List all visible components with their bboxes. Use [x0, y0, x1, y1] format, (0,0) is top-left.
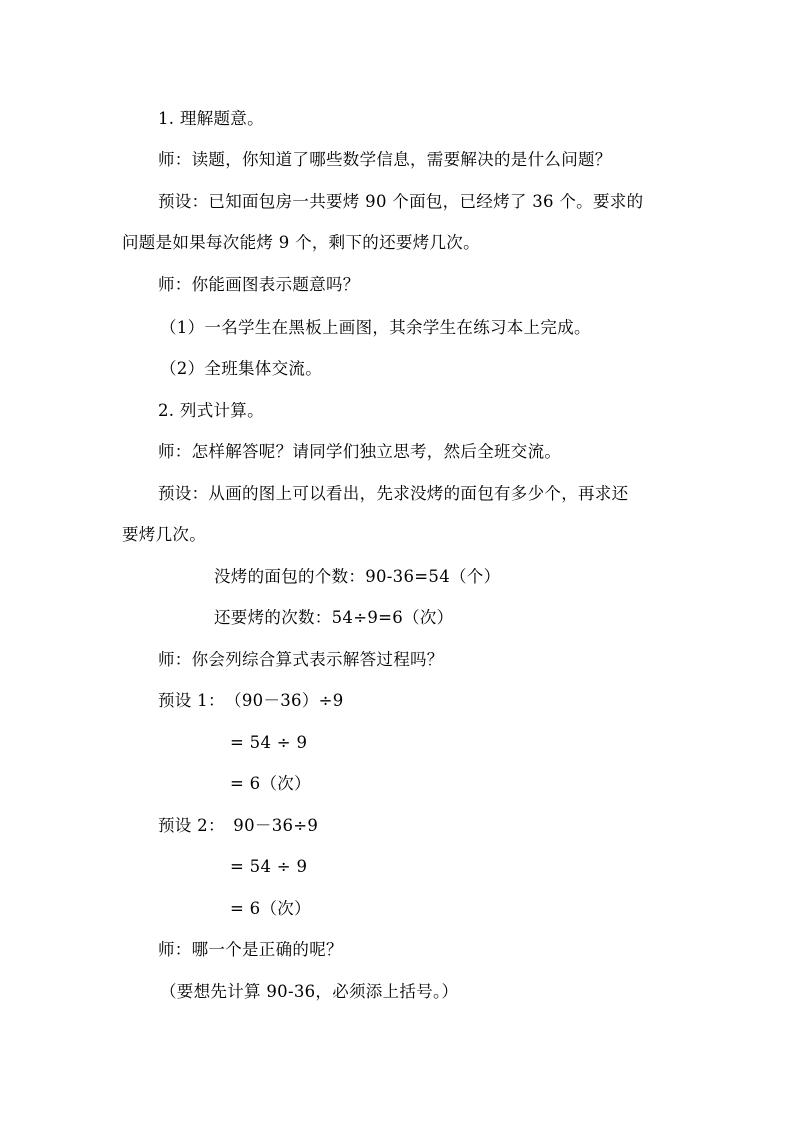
teacher-question-read: 师：读题，你知道了哪些数学信息，需要解决的是什么问题？: [158, 150, 612, 169]
preset-known-info: 预设：已知面包房一共要烤 90 个面包，已经烤了 36 个。要求的: [158, 192, 644, 211]
preset-approach: 预设：从画的图上可以看出，先求没烤的面包有多少个，再求还: [158, 484, 629, 503]
section-heading-understand: 1. 理解题意。: [158, 109, 264, 128]
conclusion-note: （要想先计算 90-36，必须添上括号。）: [160, 982, 459, 1001]
teacher-question-solve: 师：怎样解答呢？请同学们独立思考，然后全班交流。: [158, 442, 562, 461]
teacher-question-which-correct: 师：哪一个是正确的呢？: [158, 940, 343, 959]
preset-1-step-2: = 6（次）: [230, 774, 311, 793]
calc-unbaked-count: 没烤的面包的个数：90-36=54（个）: [214, 567, 501, 586]
preset-1-expression: 预设 1： （90－36）÷9: [158, 691, 344, 710]
step-one-draw: （1）一名学生在黑板上画图，其余学生在练习本上完成。: [160, 318, 591, 337]
preset-approach-continued: 要烤几次。: [122, 525, 206, 544]
preset-1-step-1: = 54 ÷ 9: [230, 733, 308, 752]
teacher-question-draw: 师：你能画图表示题意吗？: [158, 275, 360, 294]
preset-2-expression: 预设 2： 90－36÷9: [158, 816, 319, 835]
preset-2-step-2: = 6（次）: [230, 899, 311, 918]
preset-2-step-1: = 54 ÷ 9: [230, 857, 308, 876]
calc-remaining-batches: 还要烤的次数：54÷9=6（次）: [214, 608, 454, 627]
step-two-discuss: （2）全班集体交流。: [160, 359, 322, 378]
section-heading-calculate: 2. 列式计算。: [158, 401, 264, 420]
preset-known-info-continued: 问题是如果每次能烤 9 个，剩下的还要烤几次。: [122, 233, 480, 252]
teacher-question-combined: 师：你会列综合算式表示解答过程吗？: [158, 650, 444, 669]
